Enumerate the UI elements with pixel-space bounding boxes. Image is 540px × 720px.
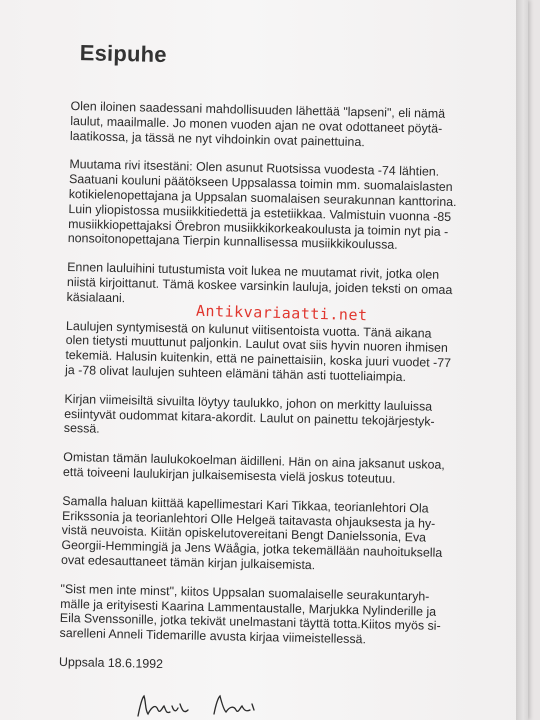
place-and-date: Uppsala 18.6.1992	[58, 654, 164, 671]
page-edge	[516, 0, 528, 720]
paragraph-8: "Sist men inte minst", kiitos Uppsalan suomalaiselle seurakuntaryh- mälle ja erityisesti Kaarina Lammentaustalle, Marjukka Nylinderille ja Eila Svenssonille, jotka tekivät unelmastani täyttä totta.Kiitos myös si- sarelleni Anneli Tidemarille avusta kirjaa viimeistellessä.	[59, 581, 441, 647]
page-content	[59, 40, 512, 678]
page-title: Esipuhe	[79, 40, 167, 67]
watermark-text: Antikvariaatti.net	[195, 301, 368, 325]
paragraph-2: Muutama rivi itsestäni: Olen asunut Ruotsissa vuodesta -74 lähtien. Saatuani kouluni päätökseen Uppsalassa toimin mm. suomalaislasten kotikielenopettajana ja Uppsalan suomalaisen seurakunnan kanttorina. Luin yliopistossa musiikkitiedettä ja estetiikkaa. Valmistuin vuonna -85 musiikkiopettajaksi Örebron musiikkikorkeakoulusta ja toimin nyt pia - nonsoitonopettajana Tierpin kunnallisessa musiikkikoulussa.	[67, 157, 457, 253]
paragraph-4: Laulujen syntymisestä on kulunut viitisentoista vuotta. Tänä aikana olen tietysti muuttunut paljonkin. Laulut ovat siis hyvin nuoren ihmisen tekemiä. Halusin kuitenkin, että ne painettaisiin, koska juuri vuodet -77 ja -78 olivat laulujen suhteen elämäni tähän asti tuotteliaimpia.	[64, 318, 452, 385]
handwritten-signature	[130, 688, 280, 720]
paragraph-1: Olen iloinen saadessani mahdollisuuden lähettää "lapseni", eli nämä laulut, maailmalle. Jo monen vuoden ajan ne ovat odottaneet pöytä- laatikossa, ja tässä ne nyt vihdoinkin ovat painettuina.	[69, 98, 446, 149]
paragraph-7: Samalla haluan kiittää kapellimestari Kari Tikkaa, teorianlehtori Ola Erikssonia ja teorianlehtori Olle Helgeä taitavasta ohjauksesta ja hy- vistä neuvoista. Kiitän opiskelutovereitani Bengt Danielssonia, Eva Georgii-Hemmingiä ja Jens Wäågia, jotka tekemällään nauhoituksella ovat edesauttaneet tämän kirjan julkaisemista.	[60, 493, 443, 573]
paragraph-6: Omistan tämän laulukokoelman äidilleni. Hän on aina jaksanut uskoa, että toiveeni laulukirjan julkaisemisesta vielä joskus toteutuu.	[62, 450, 445, 486]
paragraph-3: Ennen lauluihini tutustumista voit lukea ne muutamat rivit, jotka olen niistä kirjoittanut. Tämä koskee varsinkin lauluja, joiden teksti on omaa käsialaani.	[66, 260, 453, 305]
paragraph-5: Kirjan viimeisiltä sivuilta löytyy taulukko, johon on merkitty lauluissa esiintyvät oudommat kitara-akordit. Laulut on painettu tekojärjestyk- sessä.	[63, 391, 435, 437]
